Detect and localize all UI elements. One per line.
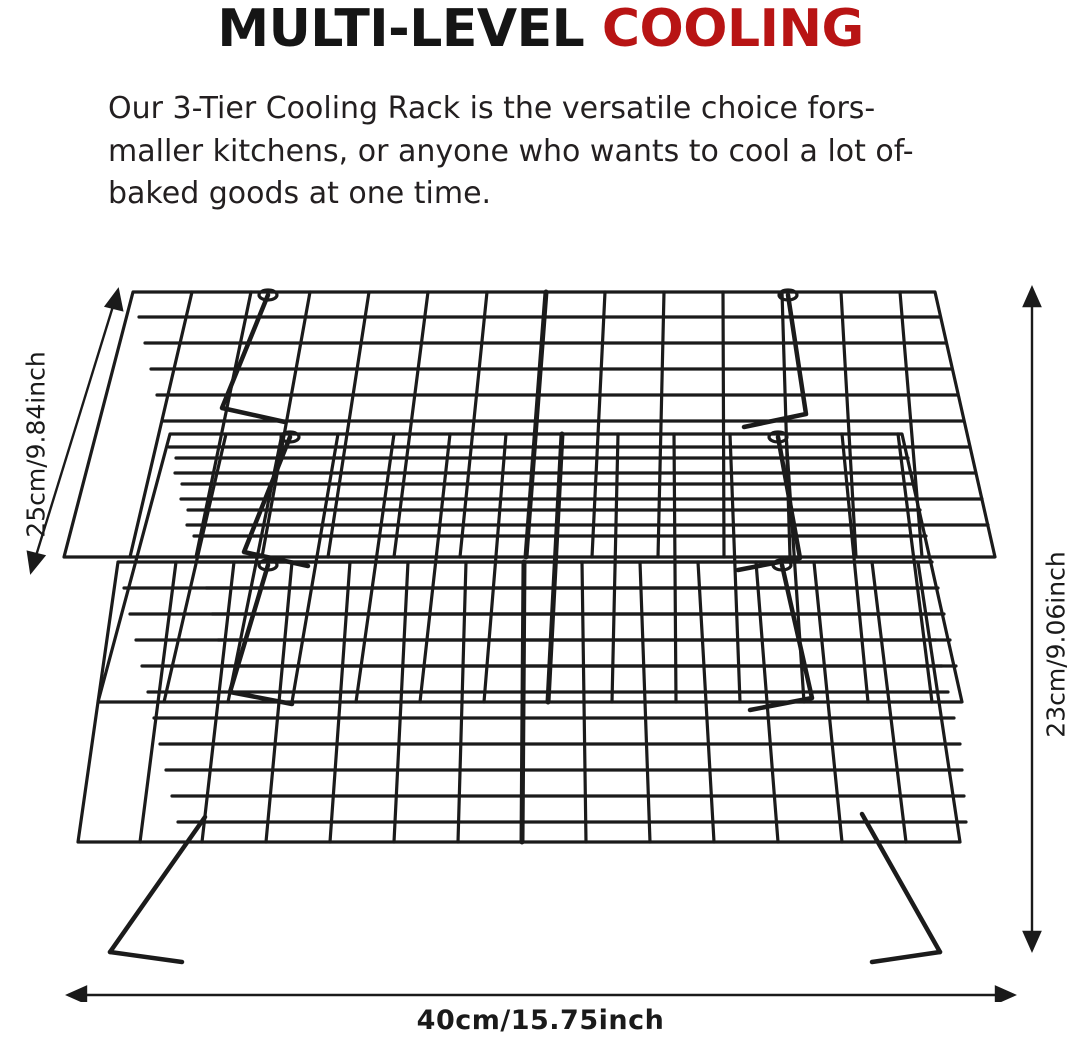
dimension-arrow-bottom [68,987,1014,1002]
page-title [0,2,1081,57]
rack-tier-top [64,290,995,557]
product-illustration [0,262,1081,1002]
rack-tier-bottom [78,560,966,962]
cooling-rack-drawing [0,262,1081,1002]
product-description: Our 3-Tier Cooling Rack is the versatile choice fors-maller kitchens, or anyone who wants to cool a lot of-baked goods at one time. [108,91,914,212]
dimension-label-bottom: 40cm/15.75inch [416,1005,665,1036]
dimension-label-left: 25cm/9.84inch [21,351,51,538]
dimension-arrow-right [1024,288,1040,950]
page-title-accent: COOLING [601,0,864,59]
page-title-primary: MULTI-LEVEL [217,0,602,59]
dimension-label-right: 23cm/9.06inch [1041,551,1071,738]
